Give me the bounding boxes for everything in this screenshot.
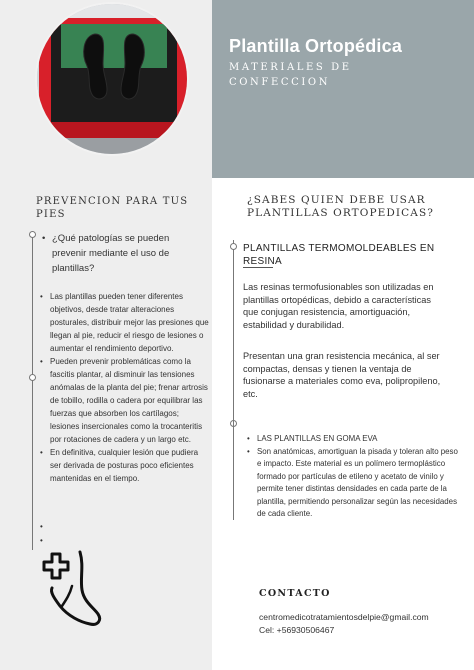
bullet-icon: •: [40, 536, 43, 545]
subheading-underline: [243, 267, 273, 268]
right-paragraph: Presentan una gran resistencia mecánica, al ser compactas, densas y tienen la ventaja de fusionarse a materiales como eva, polipropileno, etc.: [243, 351, 441, 399]
left-question: [42, 231, 197, 276]
list-item: • Pueden prevenir problemáticas como la fascitis plantar, al disminuir las tensiones anómalas de la planta del pie; frenar artrosis de tobillo, rodilla o cadera por equilibrar las fuerzas que absorben los cartílagos; lesiones insercionales como la trocanteritis por rotaciones de cadera y un largo etc.: [40, 355, 210, 446]
page-title: Plantilla Ortopédica: [229, 36, 403, 56]
left-timeline-line: [32, 232, 33, 550]
left-heading: PREVENCION PARA TUS PIES: [36, 196, 189, 220]
left-question-text: ¿Qué patologías se pueden prevenir mediante el uso de plantillas?: [52, 233, 170, 274]
contact-phone: Cel: +56930506467: [259, 625, 335, 635]
list-item: • Las plantillas pueden tener diferentes objetivos, desde tratar alteraciones posturales, distribuir mejor las presiones que llegan al pie, reducir el riesgo de lesiones o aumentar el rendimiento deportivo.: [40, 290, 210, 355]
insole-photo: [35, 2, 189, 156]
list-item: • En definitiva, cualquier lesión que pudiera ser derivada de posturas poco eficientes mantenidas en el tiempo.: [40, 446, 210, 485]
contact-email: centromedicotratamientosdelpie@gmail.com: [259, 612, 429, 622]
list-item: • LAS PLANTILLAS EN GOMA EVA: [247, 433, 459, 446]
left-timeline-dot: [29, 374, 36, 381]
right-paragraph: Las resinas termofusionables son utilizadas en plantillas ortopédicas, debido a características que conjugan resistencia, amortiguación, estabilidad y durabilidad.: [243, 282, 434, 330]
medical-cross-foot-icon: [32, 548, 108, 628]
right-list: [247, 433, 459, 521]
left-list: [40, 290, 210, 485]
right-subheading-text: PLANTILLAS TERMOMOLDEABLES EN RESINA: [243, 243, 435, 267]
bullet-icon: •: [40, 522, 43, 531]
right-heading: ¿SABES QUIEN DEBE USAR PLANTILLAS ORTOPEDICAS?: [247, 194, 434, 219]
list-item: • Son anatómicas, amortiguan la pisada y toleran alto peso e impacto. Este material es un polímero termoplástico formado por partículas de etileno y acetato de vinilo y permite tener distintas densidades en cada parte de la plantilla, permitiendo personalizar según las necesidades de cada cliente.: [247, 446, 459, 521]
right-timeline-dot: [230, 243, 237, 250]
right-timeline-line: [233, 420, 234, 520]
bullet-icon: •: [42, 233, 46, 244]
contact-title: CONTACTO: [259, 588, 331, 599]
right-subheading: [243, 242, 443, 268]
page-subtitle: MATERIALES DE CONFECCION: [229, 62, 352, 88]
left-timeline-dot: [29, 231, 36, 238]
empty-bullets: [40, 520, 43, 548]
